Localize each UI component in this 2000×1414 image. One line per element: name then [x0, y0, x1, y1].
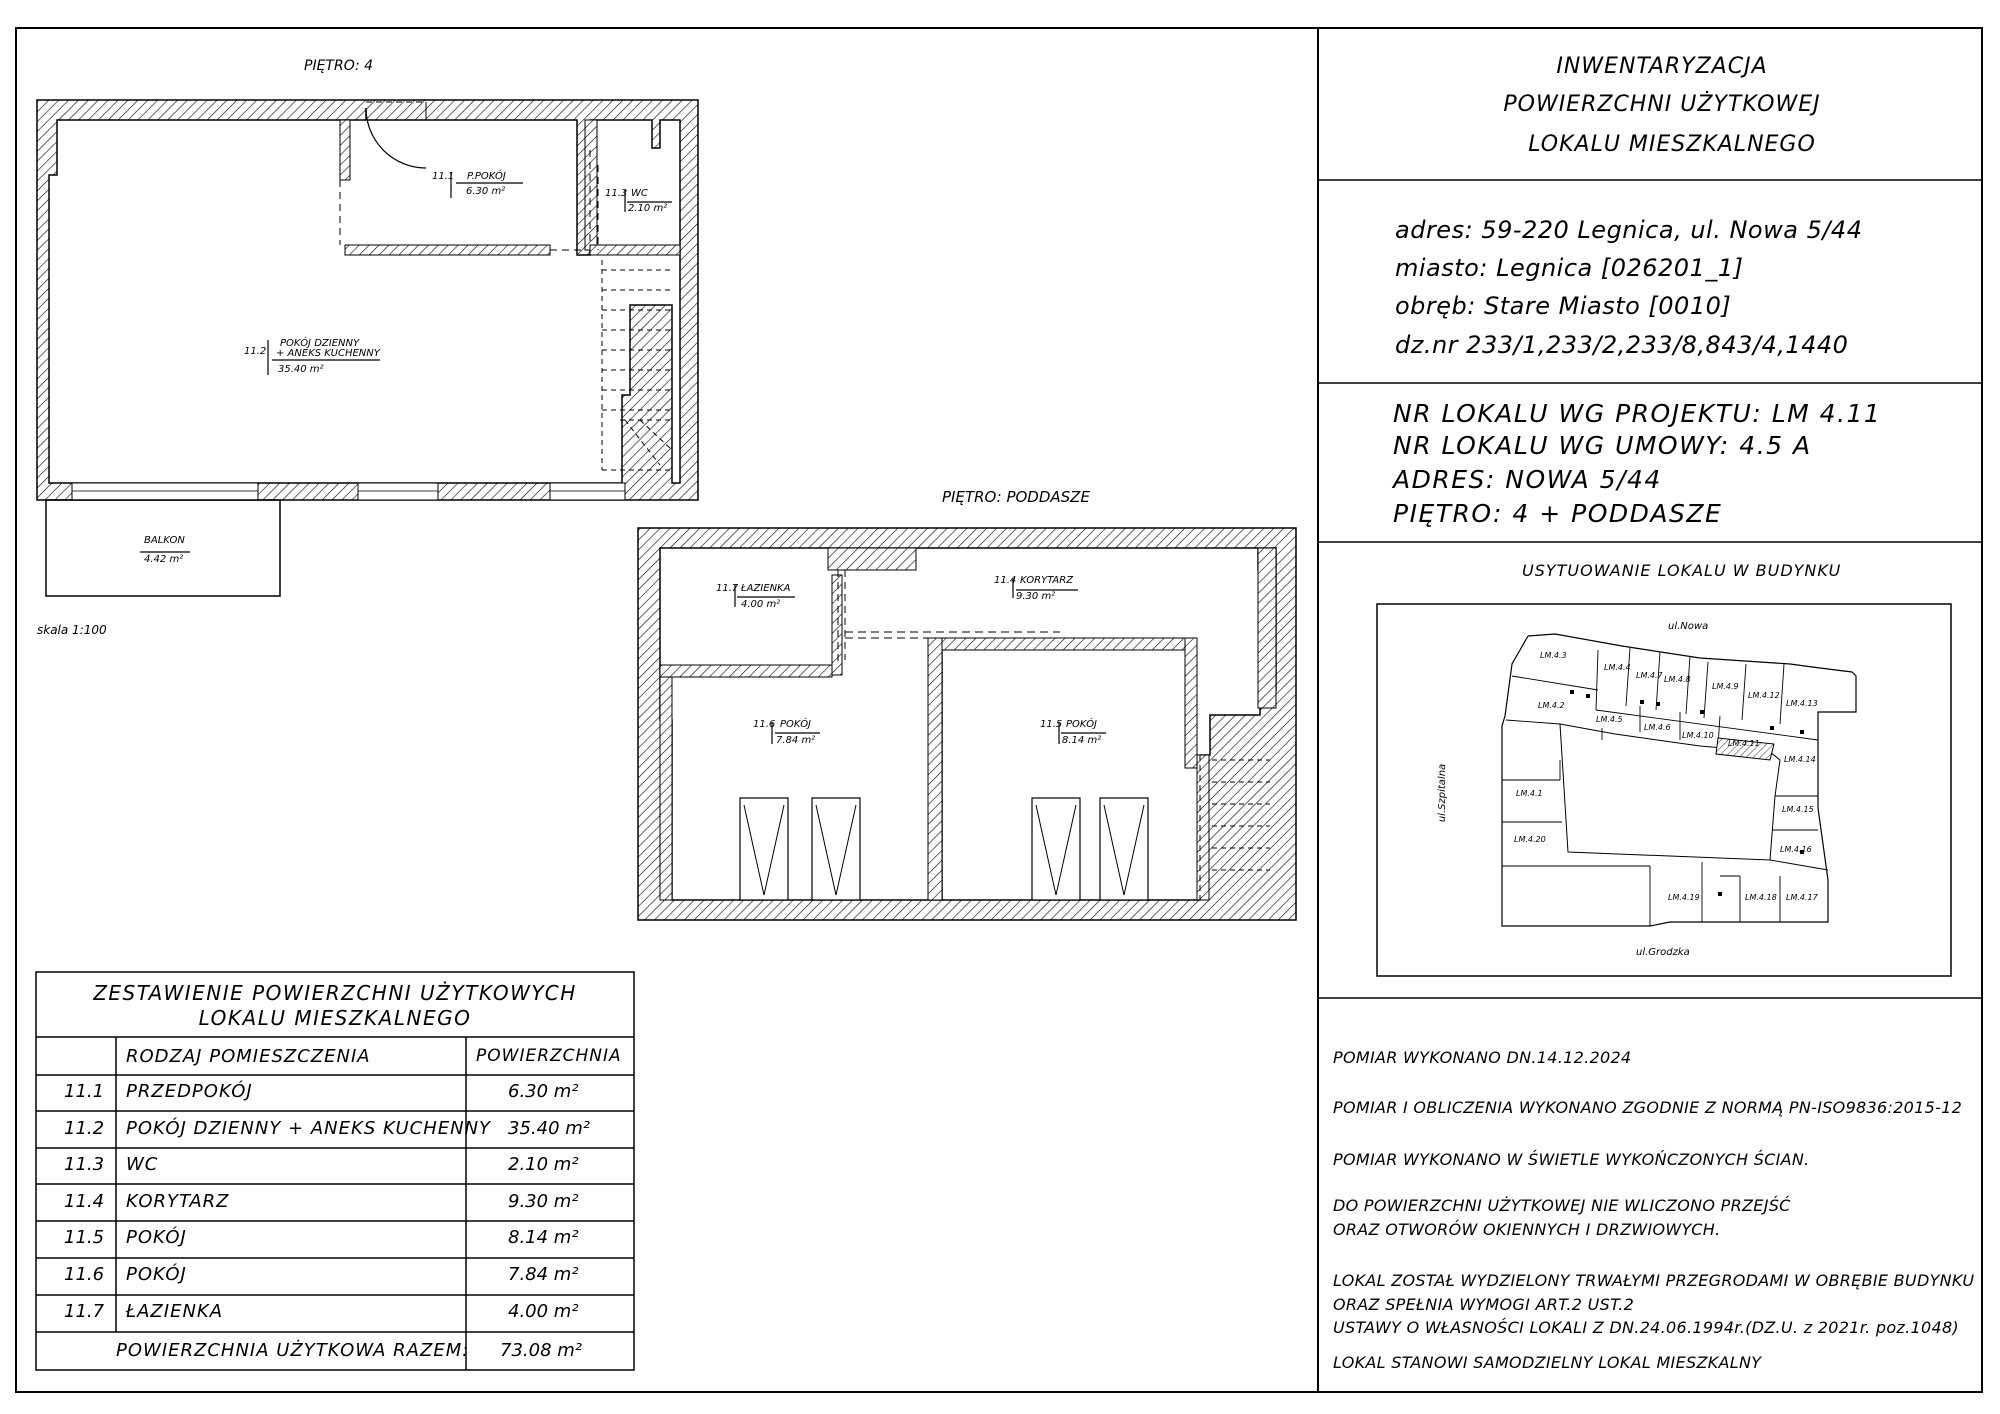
note-exclusions-2: ORAZ OTWORÓW OKIENNYCH I DRZWIOWYCH. [1333, 1220, 1721, 1239]
map-unit-4-4: LM.4.4 [1604, 663, 1631, 672]
note-walls: POMIAR WYKONANO W ŚWIETLE WYKOŃCZONYCH ŚCIAN. [1333, 1150, 1810, 1169]
map-unit-4-13: LM.4.13 [1786, 699, 1818, 708]
row-3-num: 11.3 [64, 1154, 105, 1175]
balcony-area: 4.42 m² [144, 554, 184, 565]
total-value: 73.08 m² [500, 1340, 583, 1361]
room-11-1-area: 6.30 m² [466, 186, 506, 197]
room-11-1-name: P.POKÓJ [467, 171, 506, 182]
room-11-6-name: POKÓJ [780, 719, 812, 730]
row-2-name: POKÓJ DZIENNY + ANEKS KUCHENNY [126, 1118, 492, 1139]
row-2-area: 35.40 m² [508, 1118, 591, 1139]
table-title-1: ZESTAWIENIE POWIERZCHNI UŻYTKOWYCH [93, 981, 577, 1005]
room-11-4-name: KORYTARZ [1020, 575, 1074, 586]
room-11-5-name: POKÓJ [1066, 719, 1098, 730]
map-unit-4-9: LM.4.9 [1712, 682, 1739, 691]
address-line: adres: 59-220 Legnica, ul. Nowa 5/44 [1395, 216, 1863, 244]
map-unit-4-8: LM.4.8 [1664, 675, 1691, 684]
scale-label: skala 1:100 [37, 623, 107, 637]
location-title: USYTUOWANIE LOKALU W BUDYNKU [1522, 561, 1842, 580]
map-unit-4-7: LM.4.7 [1636, 671, 1663, 680]
row-1-area: 6.30 m² [508, 1081, 579, 1102]
row-4-area: 9.30 m² [508, 1191, 579, 1212]
street-top: ul.Nowa [1668, 621, 1709, 632]
total-label: POWIERZCHNIA UŻYTKOWA RAZEM: [116, 1340, 470, 1361]
map-unit-4-2: LM.4.2 [1538, 701, 1565, 710]
room-11-1-number: 11.1 [432, 171, 455, 182]
floor-4-label: PIĘTRO: 4 [304, 58, 374, 74]
room-11-3-area: 2.10 m² [628, 203, 668, 214]
unit-address: ADRES: NOWA 5/44 [1393, 465, 1662, 494]
room-11-2-name-1: POKÓJ DZIENNY [280, 338, 360, 349]
map-unit-4-5: LM.4.5 [1596, 715, 1623, 724]
row-5-num: 11.5 [64, 1227, 105, 1248]
row-5-area: 8.14 m² [508, 1227, 579, 1248]
room-11-7-name: ŁAZIENKA [741, 583, 791, 594]
map-unit-4-19: LM.4.19 [1668, 893, 1700, 902]
map-unit-4-10: LM.4.10 [1682, 731, 1714, 740]
map-unit-4-14: LM.4.14 [1784, 755, 1816, 764]
parcel-line: dz.nr 233/1,233/2,233/8,843/4,1440 [1395, 331, 1849, 359]
map-unit-4-12: LM.4.12 [1748, 691, 1780, 700]
unit-number-contract: NR LOKALU WG UMOWY: 4.5 A [1393, 431, 1812, 460]
row-6-name: POKÓJ [126, 1264, 187, 1285]
row-3-name: WC [126, 1154, 159, 1175]
table-title-2: LOKALU MIESZKALNEGO [198, 1006, 472, 1030]
row-7-name: ŁAZIENKA [126, 1301, 224, 1322]
row-2-num: 11.2 [64, 1118, 105, 1139]
map-unit-4-18: LM.4.18 [1745, 893, 1777, 902]
note-separation-1: LOKAL ZOSTAŁ WYDZIELONY TRWAŁYMI PRZEGRODAMI W OBRĘBIE BUDYNKU [1333, 1271, 1975, 1290]
room-11-5-number: 11.5 [1040, 719, 1063, 730]
row-6-num: 11.6 [64, 1264, 105, 1285]
room-11-7-number: 11.7 [716, 583, 739, 594]
row-3-area: 2.10 m² [508, 1154, 579, 1175]
note-separation-2: ORAZ SPEŁNIA WYMOGI ART.2 UST.2 [1333, 1295, 1635, 1314]
title-line-1: INWENTARYZACJA [1556, 54, 1768, 79]
map-unit-4-1: LM.4.1 [1516, 789, 1543, 798]
room-11-7-area: 4.00 m² [741, 599, 781, 610]
room-11-4-number: 11.4 [994, 575, 1017, 586]
row-7-area: 4.00 m² [508, 1301, 579, 1322]
row-1-name: PRZEDPOKÓJ [126, 1081, 253, 1102]
col-header-type: RODZAJ POMIESZCZENIA [126, 1046, 371, 1067]
note-exclusions-1: DO POWIERZCHNI UŻYTKOWEJ NIE WLICZONO PRZEJŚĆ [1333, 1196, 1791, 1215]
attic-label: PIĘTRO: PODDASZE [942, 488, 1090, 506]
room-11-5-area: 8.14 m² [1062, 735, 1102, 746]
title-line-3: LOKALU MIESZKALNEGO [1528, 132, 1816, 157]
row-6-area: 7.84 m² [508, 1264, 579, 1285]
street-left: ul.Szpitalna [1437, 763, 1449, 823]
unit-floor: PIĘTRO: 4 + PODDASZE [1393, 499, 1723, 528]
row-4-num: 11.4 [64, 1191, 105, 1212]
note-separation-3: USTAWY O WŁASNOŚCI LOKALI Z DN.24.06.1994r.(DZ.U. z 2021r. poz.1048) [1333, 1318, 1959, 1337]
room-11-6-number: 11.6 [753, 719, 776, 730]
col-header-area: POWIERZCHNIA [476, 1046, 622, 1066]
room-11-3-name: WC [631, 188, 648, 199]
city-line: miasto: Legnica [026201_1] [1395, 254, 1744, 282]
row-5-name: POKÓJ [126, 1227, 187, 1248]
map-unit-4-20: LM.4.20 [1514, 835, 1546, 844]
unit-number-project: NR LOKALU WG PROJEKTU: LM 4.11 [1393, 399, 1882, 428]
map-unit-4-6: LM.4.6 [1644, 723, 1671, 732]
map-unit-4-17: LM.4.17 [1786, 893, 1818, 902]
precinct-line: obręb: Stare Miasto [0010] [1395, 292, 1732, 320]
map-unit-4-16: LM.4.16 [1780, 845, 1812, 854]
room-11-2-name-2: + ANEKS KUCHENNY [276, 348, 380, 359]
location-map [1377, 604, 1951, 976]
row-1-num: 11.1 [64, 1081, 105, 1102]
note-independent: LOKAL STANOWI SAMODZIELNY LOKAL MIESZKALNY [1333, 1353, 1762, 1372]
map-unit-4-15: LM.4.15 [1782, 805, 1814, 814]
room-11-2-number: 11.2 [244, 346, 267, 357]
room-11-3-number: 11.3 [605, 188, 628, 199]
row-4-name: KORYTARZ [126, 1191, 230, 1212]
room-11-4-area: 9.30 m² [1016, 591, 1056, 602]
map-unit-4-3: LM.4.3 [1540, 651, 1567, 660]
map-unit-4-11: LM.4.11 [1728, 739, 1760, 748]
room-11-2-area: 35.40 m² [278, 364, 324, 375]
balcony-outline [46, 500, 280, 596]
title-line-2: POWIERZCHNI UŻYTKOWEJ [1503, 92, 1821, 117]
balcony-name: BALKON [144, 535, 185, 546]
note-measure-date: POMIAR WYKONANO DN.14.12.2024 [1333, 1048, 1632, 1067]
street-bottom: ul.Grodzka [1636, 947, 1690, 958]
note-standard: POMIAR I OBLICZENIA WYKONANO ZGODNIE Z NORMĄ PN-ISO9836:2015-12 [1333, 1098, 1963, 1117]
row-7-num: 11.7 [64, 1301, 105, 1322]
room-11-6-area: 7.84 m² [776, 735, 816, 746]
